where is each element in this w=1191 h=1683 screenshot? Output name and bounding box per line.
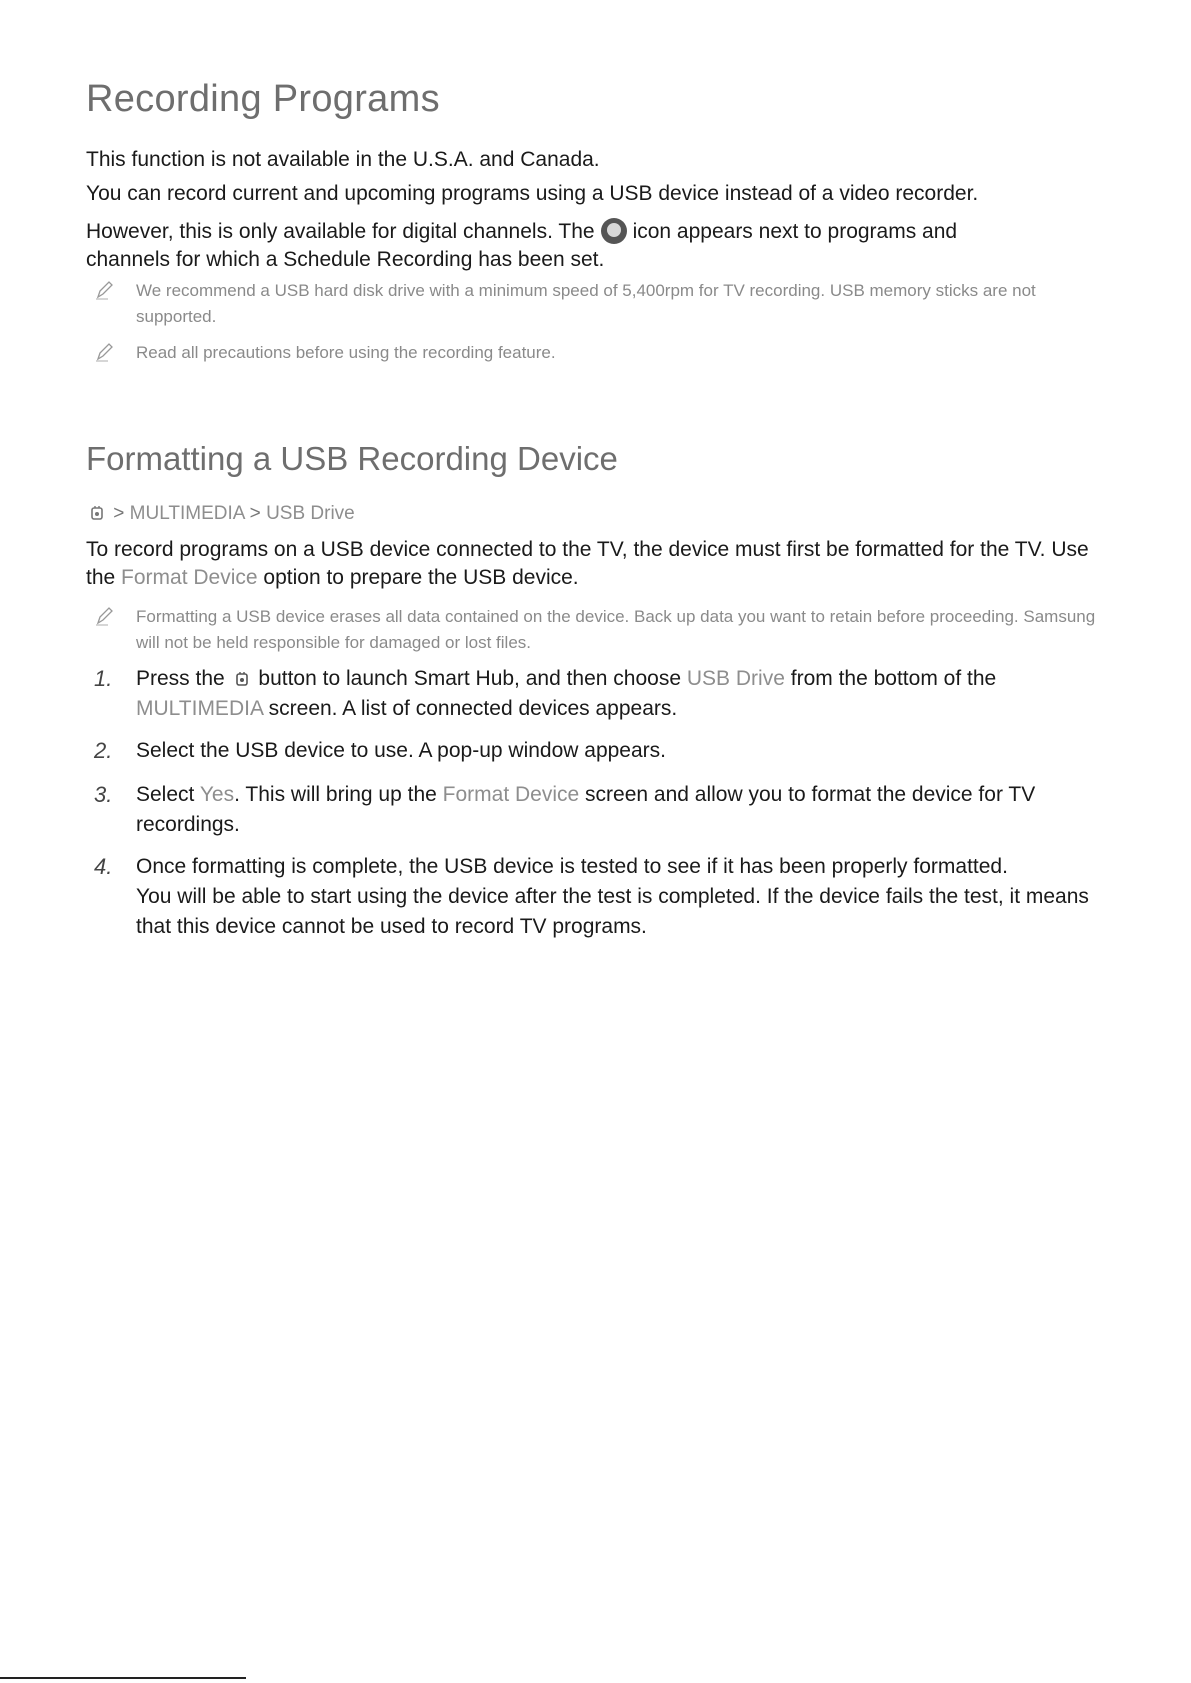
menu-path-multimedia: MULTIMEDIA [129,503,245,524]
step-3-text-b: . This will bring up the [234,783,437,806]
section-title-formatting: Formatting a USB Recording Device [86,440,618,477]
menu-path-usb-drive: USB Drive [266,503,355,524]
pencil-note-icon [94,341,114,363]
menu-path [86,500,1116,528]
step-4-text-a: Once formatting is complete, the USB device is tested to see if it has been properly formatted. [136,855,1008,878]
format-device-label: Format Device [442,783,580,806]
step-2 [86,736,1116,766]
step-number: 1. [94,666,113,691]
smart-hub-icon [235,671,249,687]
multimedia-label: MULTIMEDIA [136,697,263,720]
step-number: 2. [94,738,113,763]
step-number: 4. [94,854,113,879]
section-title-recording-programs: Recording Programs [86,78,440,120]
yes-label: Yes [199,783,235,806]
step-2-text: Select the USB device to use. A pop-up window appears. [136,739,666,762]
pencil-note-icon [94,605,114,627]
step-3-text-c: screen and allow you to format the device for TV recordings. [136,783,1036,836]
usb-drive-label: USB Drive [686,667,785,690]
note-precautions [86,340,1116,366]
step-3-text-a: Select [136,783,195,806]
step-4-text-b: You will be able to start using the device after the test is completed. If the device fails the test, it means that this device cannot be used to record TV programs. [136,885,1089,938]
digital-channels-text [86,218,1116,274]
step-3 [86,780,1116,840]
formatting-intro-part1: To record programs on a USB device connected to the TV, the device must first be formatted for the TV. Use the [86,538,1089,589]
step-number: 3. [94,782,113,807]
formatting-intro [86,536,1116,592]
formatting-intro-part2: option to prepare the USB device. [263,566,579,589]
menu-path-separator: > [249,503,261,524]
note-precautions-text: Read all precautions before using the recording feature. [136,343,556,362]
footer-rule [0,1677,246,1679]
step-1-text-d: screen. A list of connected devices appears. [268,697,678,720]
menu-path-separator: > [113,503,125,524]
availability-text: This function is not available in the U.S.A. and Canada. [86,148,600,171]
pencil-note-icon [94,279,114,301]
format-device-option: Format Device [121,566,258,589]
step-1-text-b: button to launch Smart Hub, and then choose [258,667,682,690]
note-data-erase [86,604,1116,656]
step-4 [86,852,1116,942]
step-1-text-a: Press the [136,667,225,690]
digital-channels-text-part1: However, this is only available for digital channels. The [86,220,595,243]
digital-channels-text-part2: icon appears next to programs and [632,220,958,243]
step-1 [86,664,1116,724]
intro-text: You can record current and upcoming programs using a USB device instead of a video recorder. [86,182,979,205]
note-usb-hdd [86,278,1116,330]
smart-hub-icon [90,505,104,521]
digital-channels-text-line2: channels for which a Schedule Recording has been set. [86,248,605,271]
step-1-text-c: from the bottom of the [790,667,997,690]
note-usb-hdd-text: We recommend a USB hard disk drive with a minimum speed of 5,400rpm for TV recording. USB memory sticks are not supported. [136,281,1036,326]
schedule-recording-icon [601,218,627,244]
note-data-erase-text: Formatting a USB device erases all data contained on the device. Back up data you want to retain before proceeding. Samsung will not be held responsible for damaged or lost files. [136,607,1096,652]
